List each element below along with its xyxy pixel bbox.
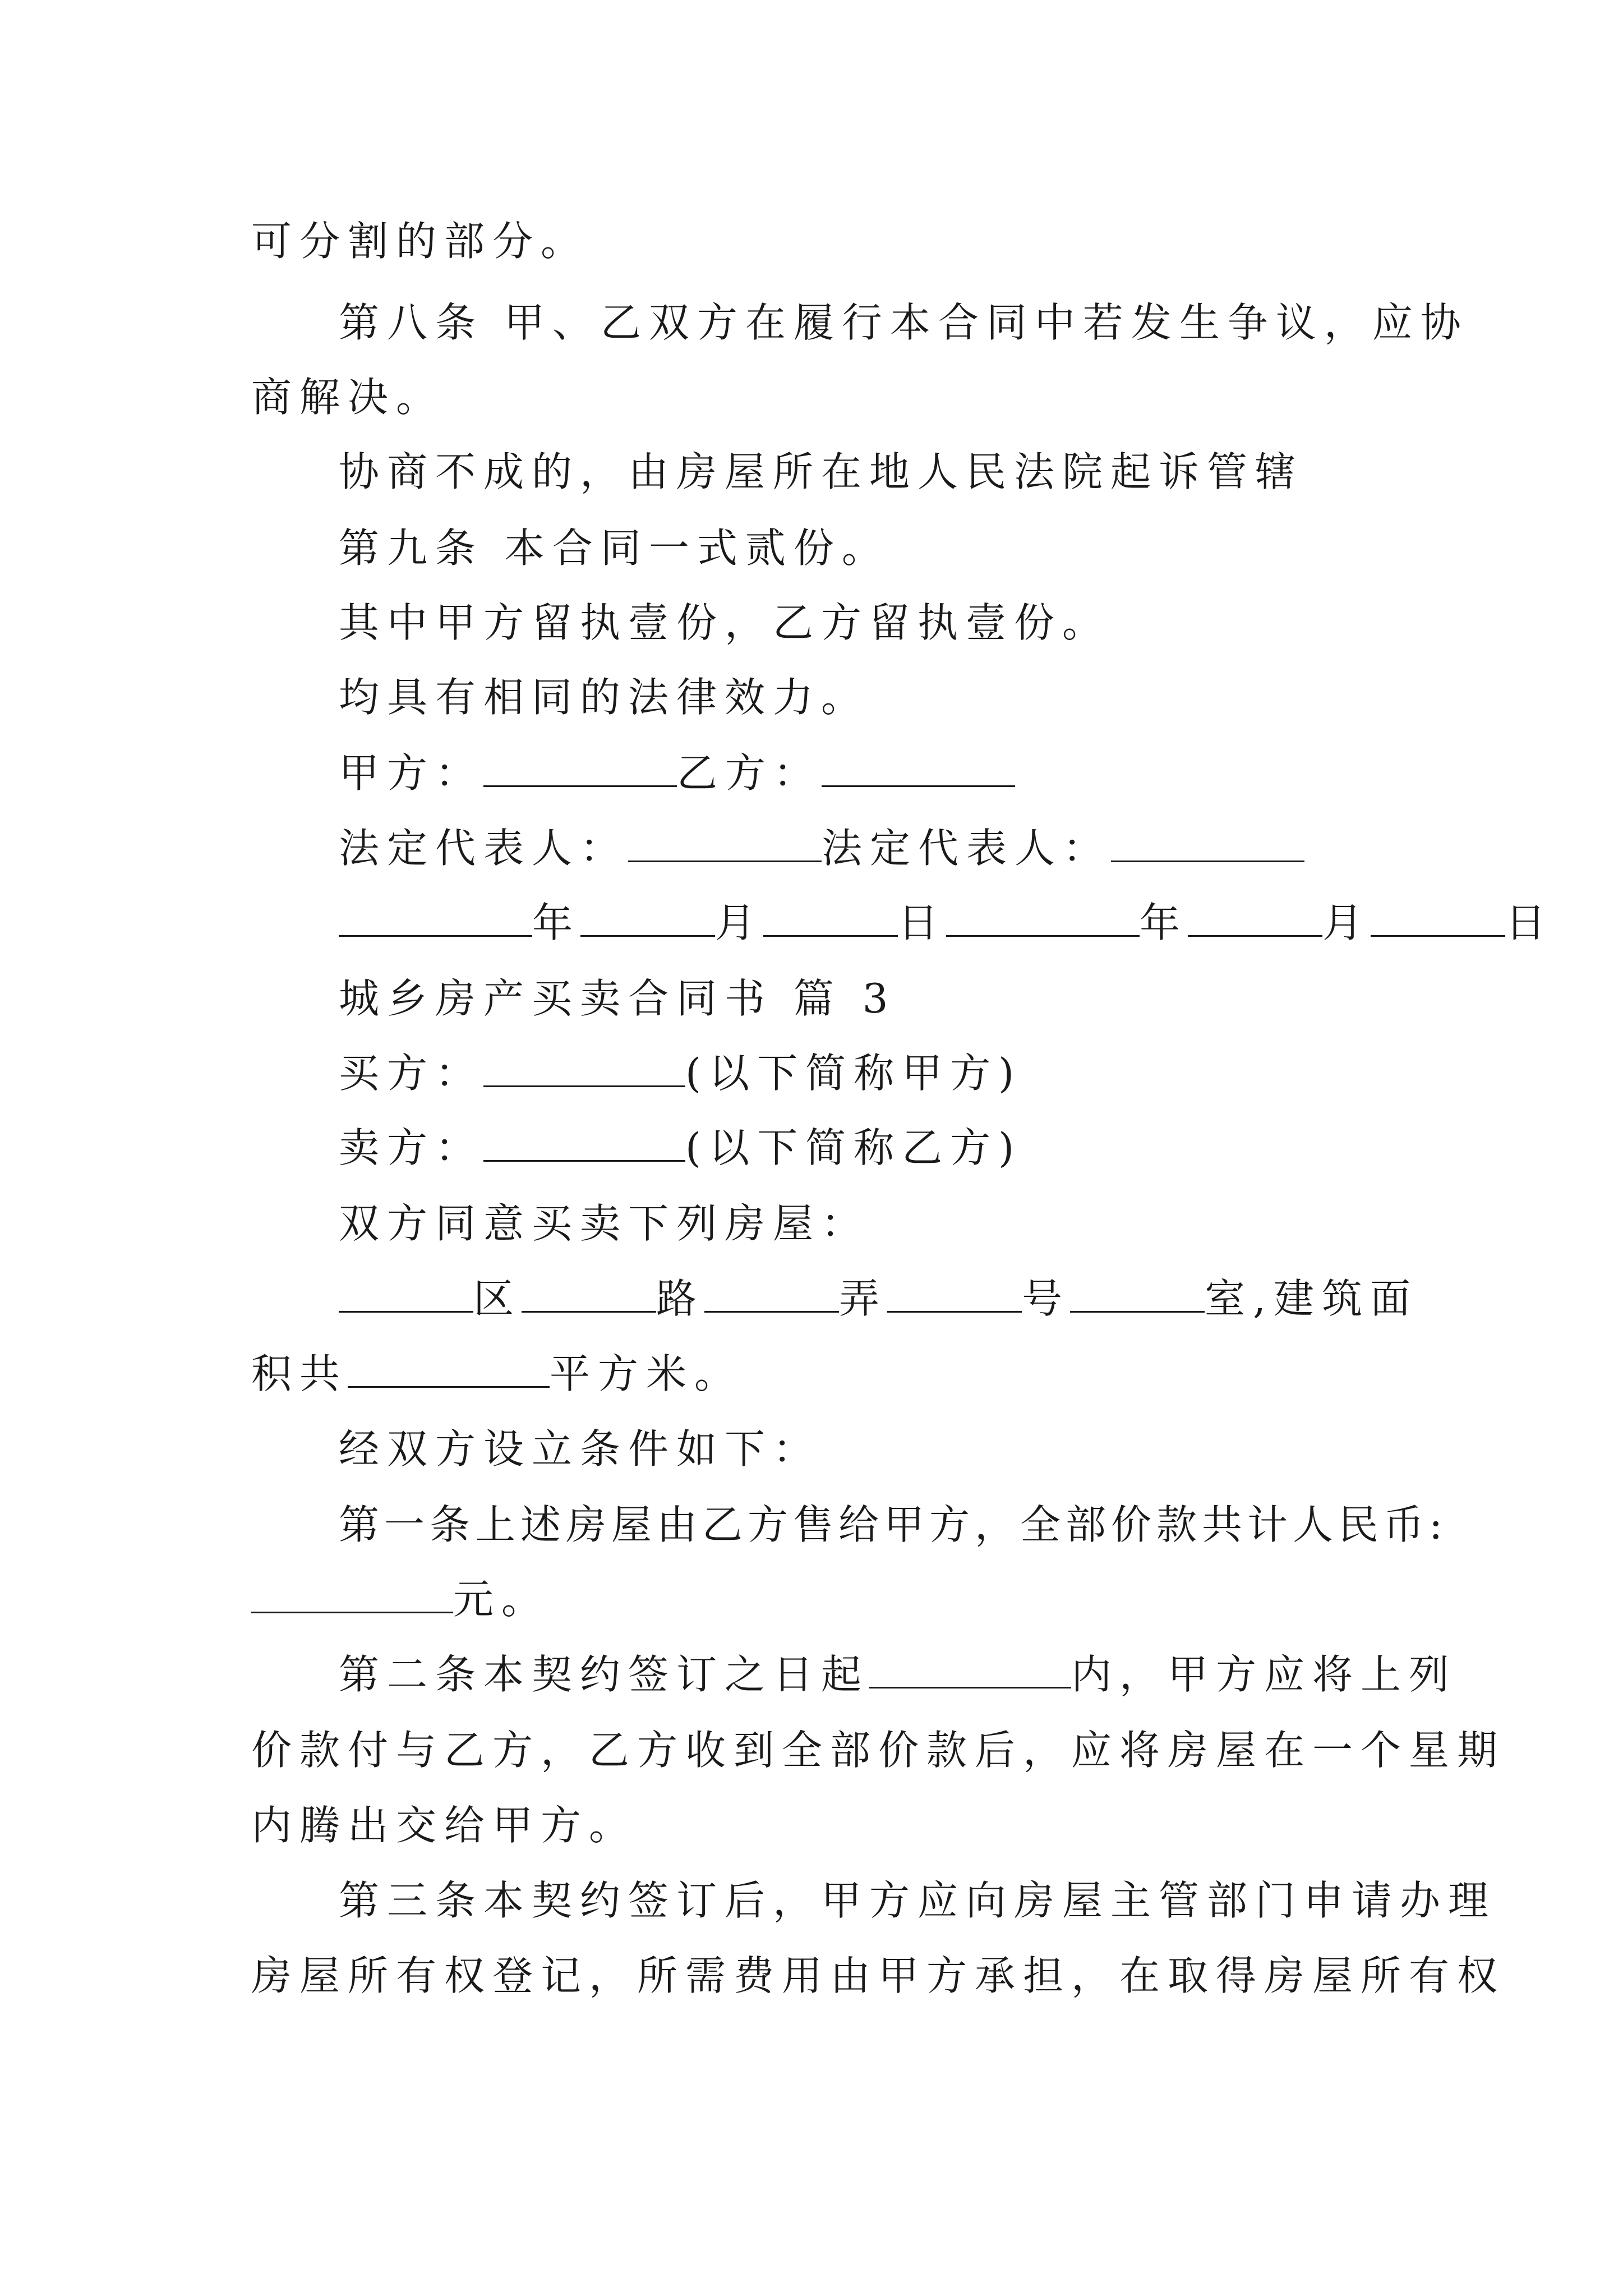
road-label: 路 [656, 1275, 705, 1322]
rep-a-label: 法定代表人： [339, 825, 629, 872]
article-8-line-1: 第八条 甲、乙双方在履行本合同中若发生争议，应协 [339, 299, 1469, 346]
period-blank[interactable] [869, 1653, 1071, 1688]
area-prefix: 积共 [251, 1350, 348, 1397]
signature-row-representatives [339, 823, 1477, 873]
conditions-intro: 经双方设立条件如下： [339, 1425, 822, 1473]
district-blank[interactable] [339, 1277, 473, 1313]
agreement-intro: 双方同意买卖下列房屋： [339, 1200, 870, 1247]
year-a-label: 年 [532, 899, 581, 946]
day-b-label: 日 [1505, 899, 1554, 946]
seller-note: (以下简称乙方) [685, 1124, 1022, 1171]
lane-blank[interactable] [704, 1277, 839, 1313]
month-b-blank[interactable] [1188, 901, 1322, 937]
seller-blank[interactable] [483, 1126, 685, 1162]
number-blank[interactable] [887, 1277, 1022, 1313]
article-1-line-1: 第一条上述房屋由乙方售给甲方，全部价款共计人民币: [339, 1501, 1448, 1548]
article-8-line-2: 商解决。 [251, 374, 445, 421]
rep-b-blank[interactable] [1111, 827, 1304, 862]
seller-line [339, 1122, 1477, 1173]
buyer-line [339, 1048, 1477, 1098]
price-unit: 元。 [453, 1576, 550, 1623]
article-2-suffix: 内，甲方应将上列 [1071, 1651, 1458, 1698]
article-3-line-2: 房屋所有权登记，所需费用由甲方承担，在取得房屋所有权 [251, 1952, 1506, 1999]
buyer-note: (以下简称甲方) [685, 1050, 1022, 1097]
copies-line: 其中甲方留执壹份，乙方留执壹份。 [339, 599, 1111, 646]
party-a-label: 甲方： [339, 749, 484, 797]
year-b-label: 年 [1140, 899, 1188, 946]
article-1-line-2 [251, 1574, 1390, 1625]
year-a-blank[interactable] [339, 901, 532, 937]
party-b-label: 乙方： [677, 749, 822, 797]
paragraph-line: 可分割的部分。 [251, 218, 589, 265]
article-2-line-2: 价款付与乙方，乙方收到全部价款后，应将房屋在一个星期 [251, 1727, 1506, 1774]
day-b-blank[interactable] [1371, 901, 1505, 937]
month-b-label: 月 [1322, 899, 1371, 946]
road-blank[interactable] [522, 1277, 656, 1313]
year-b-blank[interactable] [946, 901, 1140, 937]
lane-label: 弄 [839, 1275, 888, 1322]
month-a-blank[interactable] [580, 901, 715, 937]
section-title: 城乡房产买卖合同书 篇 3 [339, 975, 896, 1022]
month-a-label: 月 [715, 899, 764, 946]
legal-effect-line: 均具有相同的法律效力。 [339, 674, 870, 721]
room-label: 室,建筑面 [1205, 1275, 1418, 1322]
address-line [339, 1273, 1477, 1324]
rep-a-blank[interactable] [628, 827, 822, 862]
number-label: 号 [1022, 1275, 1071, 1322]
party-b-blank[interactable] [822, 752, 1015, 787]
seller-label: 卖方： [339, 1124, 484, 1171]
rep-b-label: 法定代表人： [822, 825, 1112, 872]
area-line [251, 1349, 1390, 1399]
article-2-line-1 [339, 1649, 1477, 1700]
area-blank[interactable] [348, 1352, 550, 1388]
price-blank[interactable] [251, 1578, 453, 1613]
date-row [339, 898, 1554, 948]
district-label: 区 [473, 1275, 522, 1322]
jurisdiction-line: 协商不成的，由房屋所在地人民法院起诉管辖 [339, 448, 1304, 495]
buyer-label: 买方： [339, 1050, 484, 1097]
article-2-line-3: 内腾出交给甲方。 [251, 1802, 638, 1849]
buyer-blank[interactable] [483, 1052, 685, 1087]
day-a-blank[interactable] [763, 901, 898, 937]
article-2-prefix: 第二条本契约签订之日起 [339, 1651, 870, 1698]
signature-row-parties [339, 748, 1477, 798]
day-a-label: 日 [898, 899, 947, 946]
room-blank[interactable] [1070, 1277, 1205, 1313]
area-unit: 平方米。 [550, 1350, 743, 1397]
party-a-blank[interactable] [483, 752, 677, 787]
article-3-line-1: 第三条本契约签订后，甲方应向房屋主管部门申请办理 [339, 1877, 1497, 1924]
article-9-line: 第九条 本合同一式贰份。 [339, 524, 890, 572]
